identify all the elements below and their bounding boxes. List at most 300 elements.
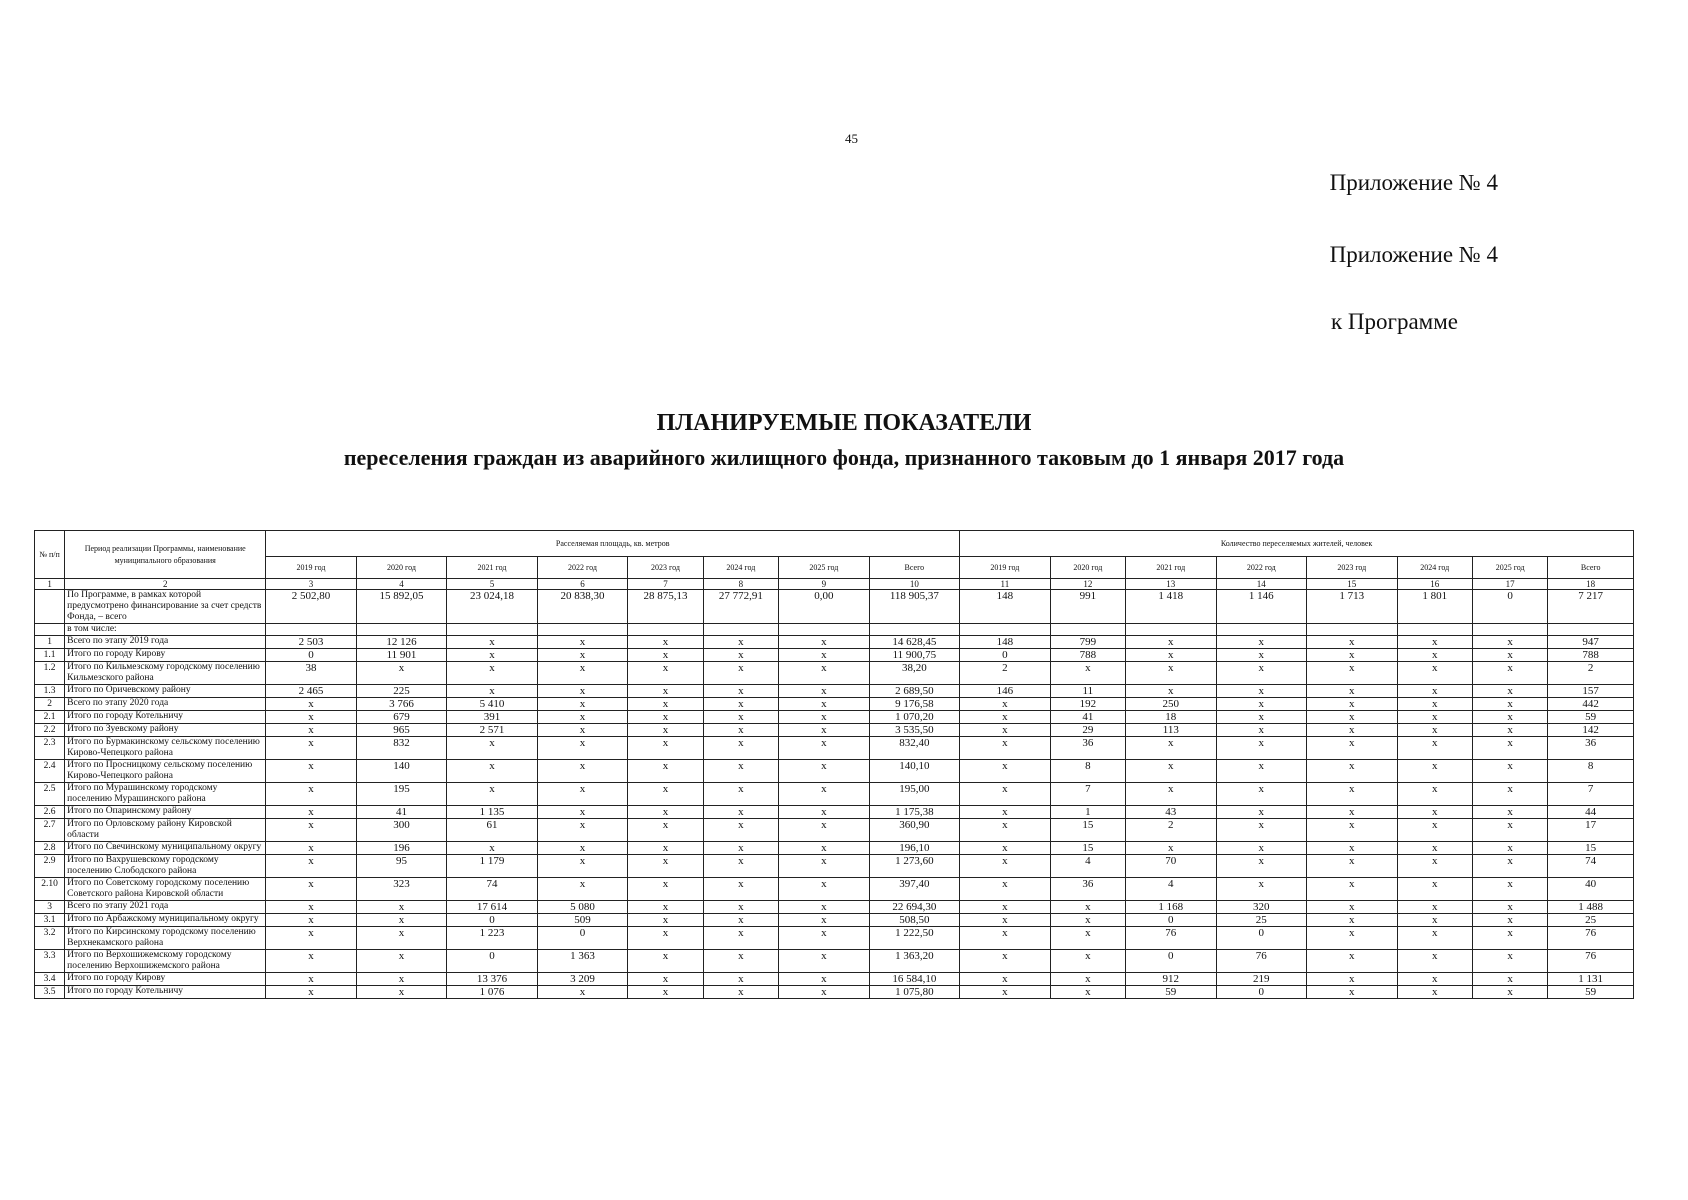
cell-value: x [1050, 927, 1125, 950]
cell-value: 74 [447, 878, 538, 901]
cell-value: 142 [1548, 724, 1634, 737]
cell-value: 76 [1548, 927, 1634, 950]
cell-value: x [1216, 842, 1307, 855]
cell-value: x [1126, 662, 1217, 685]
cell-value: 192 [1050, 698, 1125, 711]
cell-value: x [1050, 950, 1125, 973]
cell-value: x [1472, 950, 1547, 973]
cell-value: x [1397, 636, 1472, 649]
cell-value: 76 [1126, 927, 1217, 950]
cell-value: x [447, 783, 538, 806]
cell-value: x [960, 806, 1051, 819]
row-name: Итого по Кильмезскому городскому поселению Кильмезского района [65, 662, 266, 685]
cell-value: 28 875,13 [628, 590, 703, 624]
cell-value: x [537, 649, 628, 662]
cell-value: x [1472, 636, 1547, 649]
cell-value: x [1050, 986, 1125, 999]
cell-value: 11 900,75 [869, 649, 960, 662]
cell-value: x [628, 711, 703, 724]
cell-value: x [960, 819, 1051, 842]
cell-value: x [1216, 737, 1307, 760]
cell-value: x [779, 760, 870, 783]
cell-value: 509 [537, 914, 628, 927]
cell-value: 2 [1126, 819, 1217, 842]
cell-value: x [1472, 649, 1547, 662]
cell-value: 43 [1126, 806, 1217, 819]
table-row [35, 819, 1634, 842]
cell-value: x [1472, 711, 1547, 724]
cell-value: x [703, 927, 778, 950]
row-name: Всего по этапу 2020 года [65, 698, 266, 711]
cell-value: 148 [960, 590, 1051, 624]
cell-value: x [1050, 973, 1125, 986]
cell-value: x [1126, 842, 1217, 855]
cell-value: 391 [447, 711, 538, 724]
cell-value: 1 131 [1548, 973, 1634, 986]
row-name: Итого по Просницкому сельскому поселению Кирово-Чепецкого района [65, 760, 266, 783]
cell-value: 1 070,20 [869, 711, 960, 724]
cell-value: x [266, 986, 357, 999]
year-header: 2019 год [266, 557, 357, 579]
cell-value: x [1307, 950, 1398, 973]
cell-value: x [266, 842, 357, 855]
cell-value: 4 [1050, 855, 1125, 878]
document-subtitle: переселения граждан из аварийного жилищного фонда, признанного таковым до 1 января 2017 года [343, 445, 1345, 470]
cell-value: x [1307, 986, 1398, 999]
row-name: Итого по городу Котельничу [65, 711, 266, 724]
cell-value: 196 [356, 842, 447, 855]
cell-value: x [628, 698, 703, 711]
cell-value: 1 223 [447, 927, 538, 950]
cell-value: 140 [356, 760, 447, 783]
table-row [35, 590, 1634, 624]
cell-value: x [1307, 819, 1398, 842]
column-number: 8 [703, 579, 778, 590]
cell-value: x [266, 950, 357, 973]
cell-value: x [703, 842, 778, 855]
cell-value: 4 [1126, 878, 1217, 901]
cell-value: x [1307, 914, 1398, 927]
cell-value: x [779, 878, 870, 901]
cell-value: 15 [1548, 842, 1634, 855]
cell-value: x [1397, 842, 1472, 855]
cell-value: x [779, 724, 870, 737]
column-number: 1 [35, 579, 65, 590]
cell-value: x [1216, 878, 1307, 901]
table-row [35, 986, 1634, 999]
cell-value: x [1397, 986, 1472, 999]
row-name: Итого по Верхошижемскому городскому поселению Верхошижемского района [65, 950, 266, 973]
cell-value: x [779, 855, 870, 878]
cell-value: x [1397, 662, 1472, 685]
cell-value: 1 273,60 [869, 855, 960, 878]
cell-value: x [1126, 685, 1217, 698]
appendix-program-label: к Программе [1331, 309, 1458, 334]
page-number: 45 [845, 131, 858, 146]
cell-value [356, 624, 447, 636]
cell-value: x [1126, 760, 1217, 783]
cell-value [779, 624, 870, 636]
row-number: 2.2 [35, 724, 65, 737]
column-number: 16 [1397, 579, 1472, 590]
cell-value [266, 624, 357, 636]
cell-value: 20 838,30 [537, 590, 628, 624]
cell-value: x [537, 855, 628, 878]
cell-value: 17 614 [447, 901, 538, 914]
year-header: 2021 год [447, 557, 538, 579]
cell-value: 1 175,38 [869, 806, 960, 819]
cell-value: x [1307, 685, 1398, 698]
cell-value: x [1472, 698, 1547, 711]
cell-value: x [960, 724, 1051, 737]
cell-value: x [266, 711, 357, 724]
cell-value: x [703, 783, 778, 806]
cell-value: 1 179 [447, 855, 538, 878]
column-number: 5 [447, 579, 538, 590]
cell-value: 5 080 [537, 901, 628, 914]
cell-value: x [628, 927, 703, 950]
header-period: Период реализации Программы, наименование муниципального образования [65, 531, 266, 579]
cell-value: x [447, 636, 538, 649]
cell-value: x [960, 855, 1051, 878]
cell-value: x [1307, 783, 1398, 806]
cell-value: 196,10 [869, 842, 960, 855]
cell-value: x [1397, 878, 1472, 901]
table-row [35, 624, 1634, 636]
cell-value: 320 [1216, 901, 1307, 914]
cell-value: x [1472, 855, 1547, 878]
cell-value: 965 [356, 724, 447, 737]
cell-value: x [537, 711, 628, 724]
cell-value [960, 624, 1051, 636]
cell-value: x [703, 724, 778, 737]
year-header: Всего [869, 557, 960, 579]
cell-value: x [703, 878, 778, 901]
cell-value: x [628, 724, 703, 737]
column-number: 12 [1050, 579, 1125, 590]
cell-value: 15 [1050, 842, 1125, 855]
cell-value: x [1307, 698, 1398, 711]
row-number: 3.3 [35, 950, 65, 973]
cell-value: 118 905,37 [869, 590, 960, 624]
cell-value: 140,10 [869, 760, 960, 783]
cell-value: x [779, 783, 870, 806]
cell-value: x [356, 662, 447, 685]
cell-value: x [960, 973, 1051, 986]
cell-value: x [266, 914, 357, 927]
row-name: Итого по Бурмакинскому сельскому поселению Кирово-Чепецкого района [65, 737, 266, 760]
cell-value: x [1397, 760, 1472, 783]
cell-value: x [1397, 914, 1472, 927]
cell-value: 397,40 [869, 878, 960, 901]
table-row [35, 842, 1634, 855]
cell-value: x [703, 698, 778, 711]
cell-value: x [1397, 783, 1472, 806]
cell-value: 7 217 [1548, 590, 1634, 624]
cell-value: x [628, 901, 703, 914]
cell-value: 250 [1126, 698, 1217, 711]
cell-value: x [1397, 855, 1472, 878]
cell-value: 41 [356, 806, 447, 819]
cell-value: 59 [1126, 986, 1217, 999]
cell-value: x [703, 901, 778, 914]
cell-value: 29 [1050, 724, 1125, 737]
column-number: 4 [356, 579, 447, 590]
cell-value: x [1397, 927, 1472, 950]
cell-value [1472, 624, 1547, 636]
cell-value: x [960, 760, 1051, 783]
row-number: 3.4 [35, 973, 65, 986]
year-header: 2023 год [1307, 557, 1398, 579]
cell-value: x [628, 737, 703, 760]
cell-value: 41 [1050, 711, 1125, 724]
cell-value: 0 [447, 950, 538, 973]
cell-value: x [960, 698, 1051, 711]
cell-value: x [1126, 737, 1217, 760]
year-header: 2022 год [1216, 557, 1307, 579]
cell-value: 195,00 [869, 783, 960, 806]
row-name: Итого по Зуевскому району [65, 724, 266, 737]
cell-value: x [779, 662, 870, 685]
year-header: 2024 год [1397, 557, 1472, 579]
cell-value: 76 [1216, 950, 1307, 973]
cell-value: 15 892,05 [356, 590, 447, 624]
cell-value: 70 [1126, 855, 1217, 878]
cell-value: 1 801 [1397, 590, 1472, 624]
cell-value: 0,00 [779, 590, 870, 624]
cell-value: x [1307, 649, 1398, 662]
cell-value: 360,90 [869, 819, 960, 842]
cell-value: x [1126, 649, 1217, 662]
cell-value: x [1216, 662, 1307, 685]
cell-value: x [703, 636, 778, 649]
row-number: 2.6 [35, 806, 65, 819]
cell-value: 7 [1050, 783, 1125, 806]
cell-value: x [779, 950, 870, 973]
cell-value: x [266, 737, 357, 760]
cell-value: 912 [1126, 973, 1217, 986]
cell-value: 0 [1126, 914, 1217, 927]
cell-value: 300 [356, 819, 447, 842]
cell-value: x [1216, 760, 1307, 783]
table-row [35, 724, 1634, 737]
cell-value: x [628, 878, 703, 901]
cell-value: 27 772,91 [703, 590, 778, 624]
cell-value: 2 [960, 662, 1051, 685]
cell-value: x [266, 973, 357, 986]
cell-value: x [628, 986, 703, 999]
cell-value: 2 502,80 [266, 590, 357, 624]
cell-value: x [1472, 724, 1547, 737]
cell-value: x [1472, 986, 1547, 999]
row-number: 3.5 [35, 986, 65, 999]
cell-value: x [1307, 927, 1398, 950]
cell-value: 991 [1050, 590, 1125, 624]
cell-value: 0 [1216, 986, 1307, 999]
indicators-table [34, 530, 1634, 999]
cell-value: x [960, 878, 1051, 901]
row-number: 3.1 [35, 914, 65, 927]
table-row [35, 950, 1634, 973]
cell-value: x [537, 986, 628, 999]
row-number: 2.4 [35, 760, 65, 783]
cell-value: x [447, 685, 538, 698]
cell-value: 36 [1050, 878, 1125, 901]
cell-value: x [1472, 819, 1547, 842]
table-row [35, 855, 1634, 878]
table-row [35, 927, 1634, 950]
cell-value: x [1397, 950, 1472, 973]
cell-value: 788 [1050, 649, 1125, 662]
cell-value: x [628, 842, 703, 855]
cell-value: x [1397, 685, 1472, 698]
row-number: 1.2 [35, 662, 65, 685]
cell-value: x [1397, 737, 1472, 760]
year-header: Всего [1548, 557, 1634, 579]
cell-value: x [703, 950, 778, 973]
cell-value: x [628, 649, 703, 662]
cell-value: x [537, 819, 628, 842]
table-row [35, 737, 1634, 760]
cell-value: x [1050, 662, 1125, 685]
cell-value: x [537, 662, 628, 685]
cell-value [1216, 624, 1307, 636]
cell-value: x [266, 698, 357, 711]
row-name: Итого по Кирсинскому городскому поселению Верхнекамского района [65, 927, 266, 950]
cell-value: 7 [1548, 783, 1634, 806]
cell-value: x [1472, 783, 1547, 806]
year-header: 2019 год [960, 557, 1051, 579]
cell-value: x [628, 783, 703, 806]
cell-value: x [779, 649, 870, 662]
cell-value: x [703, 973, 778, 986]
cell-value: x [703, 806, 778, 819]
cell-value: 1 713 [1307, 590, 1398, 624]
cell-value: x [1307, 973, 1398, 986]
year-header: 2022 год [537, 557, 628, 579]
cell-value: x [779, 842, 870, 855]
row-number: 1.1 [35, 649, 65, 662]
row-number: 2.9 [35, 855, 65, 878]
table-row [35, 698, 1634, 711]
cell-value: x [703, 685, 778, 698]
table-row [35, 711, 1634, 724]
cell-value [447, 624, 538, 636]
cell-value: 95 [356, 855, 447, 878]
cell-value [1397, 624, 1472, 636]
cell-value: x [703, 986, 778, 999]
row-number: 1.3 [35, 685, 65, 698]
cell-value: x [447, 842, 538, 855]
cell-value: x [1216, 783, 1307, 806]
cell-value: x [779, 927, 870, 950]
cell-value: 947 [1548, 636, 1634, 649]
row-name: Итого по Арбажскому муниципальному округу [65, 914, 266, 927]
cell-value: 3 209 [537, 973, 628, 986]
cell-value: x [1472, 737, 1547, 760]
table-row [35, 878, 1634, 901]
cell-value: 14 628,45 [869, 636, 960, 649]
cell-value: 2 503 [266, 636, 357, 649]
cell-value: 18 [1126, 711, 1217, 724]
column-number: 15 [1307, 579, 1398, 590]
cell-value: x [537, 636, 628, 649]
cell-value: 1 488 [1548, 901, 1634, 914]
cell-value: x [356, 973, 447, 986]
cell-value: x [1472, 685, 1547, 698]
cell-value: x [537, 842, 628, 855]
cell-value: x [703, 662, 778, 685]
cell-value: x [960, 986, 1051, 999]
cell-value: x [779, 737, 870, 760]
cell-value: 2 [1548, 662, 1634, 685]
cell-value: x [1397, 724, 1472, 737]
cell-value: 113 [1126, 724, 1217, 737]
cell-value: x [1216, 711, 1307, 724]
cell-value: x [1307, 711, 1398, 724]
cell-value: x [537, 760, 628, 783]
cell-value: x [628, 662, 703, 685]
cell-value: x [1397, 901, 1472, 914]
cell-value: x [628, 914, 703, 927]
cell-value: x [703, 914, 778, 927]
cell-value: x [537, 783, 628, 806]
cell-value: 3 535,50 [869, 724, 960, 737]
cell-value: x [1397, 698, 1472, 711]
row-name: Итого по Вахрушевскому городскому поселению Слободского района [65, 855, 266, 878]
cell-value: x [779, 914, 870, 927]
column-number: 14 [1216, 579, 1307, 590]
cell-value: x [356, 927, 447, 950]
cell-value: 9 176,58 [869, 698, 960, 711]
row-number: 2.7 [35, 819, 65, 842]
table-row [35, 806, 1634, 819]
cell-value: 25 [1548, 914, 1634, 927]
table-row [35, 973, 1634, 986]
cell-value: 11 [1050, 685, 1125, 698]
table-row [35, 685, 1634, 698]
cell-value: 0 [1472, 590, 1547, 624]
cell-value: x [537, 724, 628, 737]
row-number: 2.1 [35, 711, 65, 724]
cell-value: x [960, 737, 1051, 760]
cell-value: x [356, 986, 447, 999]
cell-value: 74 [1548, 855, 1634, 878]
cell-value: 0 [447, 914, 538, 927]
row-name: Всего по этапу 2021 года [65, 901, 266, 914]
row-name: в том числе: [65, 624, 266, 636]
cell-value: x [1216, 636, 1307, 649]
column-number: 13 [1126, 579, 1217, 590]
cell-value: 799 [1050, 636, 1125, 649]
cell-value: x [1472, 760, 1547, 783]
cell-value: 788 [1548, 649, 1634, 662]
cell-value: x [1472, 842, 1547, 855]
document-title: ПЛАНИРУЕМЫЕ ПОКАЗАТЕЛИ [656, 410, 1032, 436]
cell-value: x [703, 737, 778, 760]
cell-value: 1 418 [1126, 590, 1217, 624]
header-area: Расселяемая площадь, кв. метров [266, 531, 960, 557]
cell-value: x [960, 842, 1051, 855]
row-name: Итого по Орловскому району Кировской области [65, 819, 266, 842]
cell-value: 832,40 [869, 737, 960, 760]
column-number: 18 [1548, 579, 1634, 590]
row-name: Итого по городу Кирову [65, 649, 266, 662]
cell-value: 679 [356, 711, 447, 724]
cell-value: x [1472, 973, 1547, 986]
cell-value: 225 [356, 685, 447, 698]
cell-value: x [1307, 855, 1398, 878]
